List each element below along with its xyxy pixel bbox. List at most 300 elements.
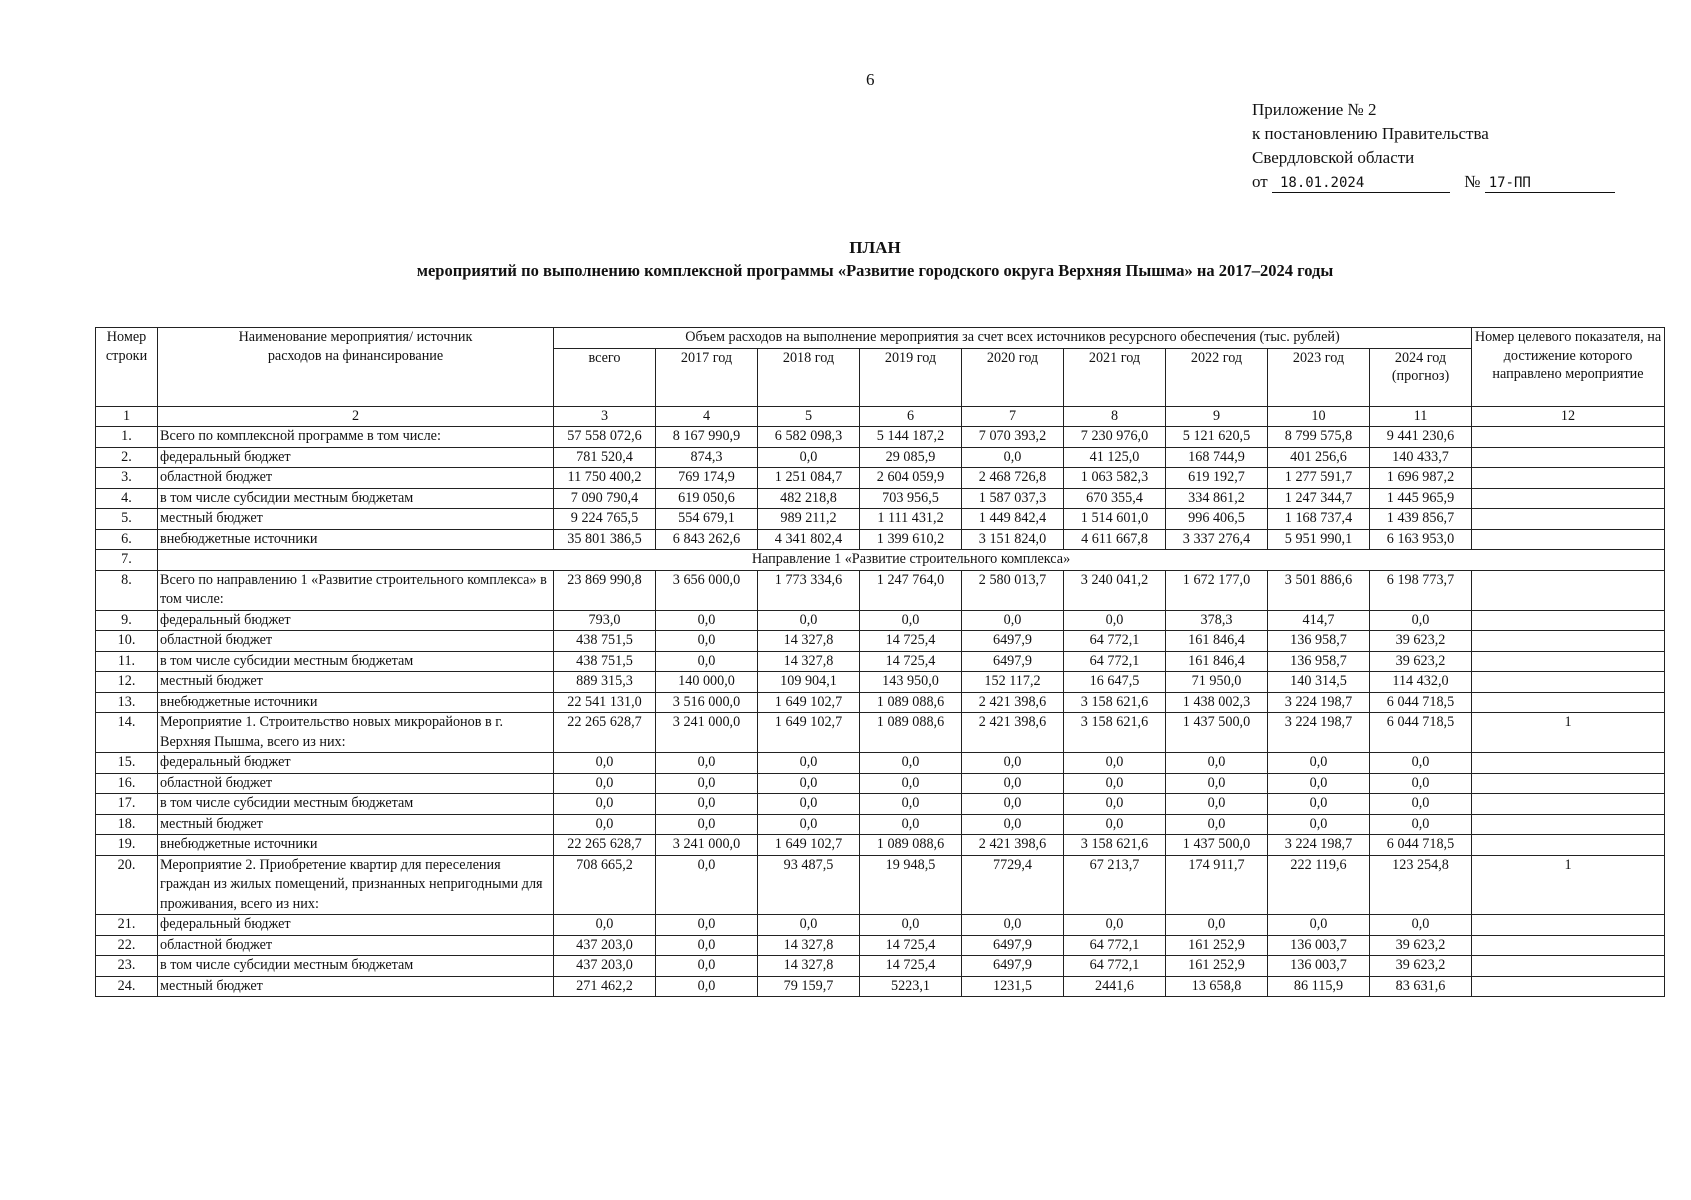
value-cell: 0,0	[1370, 753, 1472, 774]
value-cell: 161 252,9	[1166, 956, 1268, 977]
value-cell: 1 168 737,4	[1268, 509, 1370, 530]
value-cell: 793,0	[554, 610, 656, 631]
row-number: 7.	[96, 550, 158, 571]
value-cell: 0,0	[1268, 814, 1370, 835]
header-year-3: 2019 год	[860, 348, 962, 406]
table-row	[96, 692, 1665, 713]
target-indicator-cell	[1472, 610, 1665, 631]
value-cell: 437 203,0	[554, 956, 656, 977]
row-number: 4.	[96, 488, 158, 509]
row-number: 18.	[96, 814, 158, 835]
value-cell: 0,0	[758, 610, 860, 631]
value-cell: 152 117,2	[962, 672, 1064, 693]
value-cell: 1 445 965,9	[1370, 488, 1472, 509]
value-cell: 83 631,6	[1370, 976, 1472, 997]
header-volume: Объем расходов на выполнение мероприятия за счет всех источников ресурсного обеспечения (тыс. рублей)	[554, 328, 1472, 349]
value-cell: 414,7	[1268, 610, 1370, 631]
value-cell: 136 958,7	[1268, 631, 1370, 652]
value-cell: 0,0	[1064, 773, 1166, 794]
value-cell: 0,0	[1064, 753, 1166, 774]
row-number: 5.	[96, 509, 158, 530]
value-cell: 0,0	[860, 814, 962, 835]
target-indicator-cell	[1472, 468, 1665, 489]
row-name: областной бюджет	[158, 468, 554, 489]
column-number-12: 12	[1472, 406, 1665, 427]
appendix-line-2: к постановлению Правительства	[1252, 124, 1489, 143]
value-cell: 64 772,1	[1064, 956, 1166, 977]
value-cell: 0,0	[656, 753, 758, 774]
value-cell: 71 950,0	[1166, 672, 1268, 693]
value-cell: 39 623,2	[1370, 935, 1472, 956]
column-number-3: 3	[554, 406, 656, 427]
row-number: 21.	[96, 915, 158, 936]
value-cell: 1 649 102,7	[758, 692, 860, 713]
value-cell: 3 158 621,6	[1064, 692, 1166, 713]
value-cell: 2 580 013,7	[962, 570, 1064, 610]
value-cell: 0,0	[962, 773, 1064, 794]
value-cell: 0,0	[1166, 753, 1268, 774]
value-cell: 0,0	[554, 773, 656, 794]
row-number: 22.	[96, 935, 158, 956]
row-name: в том числе субсидии местным бюджетам	[158, 651, 554, 672]
row-number: 24.	[96, 976, 158, 997]
value-cell: 6497,9	[962, 651, 1064, 672]
value-cell: 41 125,0	[1064, 447, 1166, 468]
value-cell: 0,0	[1166, 794, 1268, 815]
value-cell: 93 487,5	[758, 855, 860, 915]
target-indicator-cell: 1	[1472, 713, 1665, 753]
value-cell: 6 044 718,5	[1370, 713, 1472, 753]
value-cell: 1 773 334,6	[758, 570, 860, 610]
plan-body	[96, 427, 1665, 997]
value-cell: 0,0	[758, 773, 860, 794]
value-cell: 0,0	[962, 814, 1064, 835]
value-cell: 0,0	[962, 610, 1064, 631]
column-number-1: 1	[96, 406, 158, 427]
value-cell: 11 750 400,2	[554, 468, 656, 489]
value-cell: 2 421 398,6	[962, 835, 1064, 856]
value-cell: 136 958,7	[1268, 651, 1370, 672]
column-number-4: 4	[656, 406, 758, 427]
value-cell: 0,0	[860, 773, 962, 794]
value-cell: 3 224 198,7	[1268, 692, 1370, 713]
value-cell: 996 406,5	[1166, 509, 1268, 530]
value-cell: 3 224 198,7	[1268, 713, 1370, 753]
row-number: 19.	[96, 835, 158, 856]
value-cell: 3 337 276,4	[1166, 529, 1268, 550]
value-cell: 35 801 386,5	[554, 529, 656, 550]
row-name: Всего по комплексной программе в том числе:	[158, 427, 554, 448]
table-row	[96, 610, 1665, 631]
table-row	[96, 753, 1665, 774]
value-cell: 14 725,4	[860, 956, 962, 977]
value-cell: 19 948,5	[860, 855, 962, 915]
number-prefix: №	[1464, 172, 1481, 191]
value-cell: 86 115,9	[1268, 976, 1370, 997]
row-number: 10.	[96, 631, 158, 652]
row-number: 1.	[96, 427, 158, 448]
row-number: 12.	[96, 672, 158, 693]
value-cell: 22 541 131,0	[554, 692, 656, 713]
table-row	[96, 529, 1665, 550]
value-cell: 0,0	[656, 956, 758, 977]
value-cell: 1 696 987,2	[1370, 468, 1472, 489]
value-cell: 0,0	[656, 794, 758, 815]
value-cell: 6 044 718,5	[1370, 835, 1472, 856]
header-year-4: 2020 год	[962, 348, 1064, 406]
row-number: 20.	[96, 855, 158, 915]
value-cell: 14 725,4	[860, 631, 962, 652]
target-indicator-cell	[1472, 570, 1665, 610]
value-cell: 781 520,4	[554, 447, 656, 468]
value-cell: 6 582 098,3	[758, 427, 860, 448]
target-indicator-cell	[1472, 631, 1665, 652]
value-cell: 3 151 824,0	[962, 529, 1064, 550]
row-name: Всего по направлению 1 «Развитие строительного комплекса» в том числе:	[158, 570, 554, 610]
value-cell: 5223,1	[860, 976, 962, 997]
value-cell: 0,0	[860, 753, 962, 774]
direction-heading: Направление 1 «Развитие строительного комплекса»	[158, 550, 1665, 571]
table-row	[96, 427, 1665, 448]
value-cell: 0,0	[1064, 915, 1166, 936]
value-cell: 1 587 037,3	[962, 488, 1064, 509]
table-row	[96, 651, 1665, 672]
appendix-line-3: Свердловской области	[1252, 148, 1415, 167]
value-cell: 0,0	[1166, 773, 1268, 794]
value-cell: 889 315,3	[554, 672, 656, 693]
value-cell: 0,0	[1370, 915, 1472, 936]
value-cell: 29 085,9	[860, 447, 962, 468]
value-cell: 5 144 187,2	[860, 427, 962, 448]
value-cell: 64 772,1	[1064, 651, 1166, 672]
row-name: местный бюджет	[158, 672, 554, 693]
value-cell: 0,0	[1268, 794, 1370, 815]
document-subtitle: мероприятий по выполнению комплексной программы «Развитие городского округа Верхняя Пышма» на 2017–2024 годы	[416, 261, 1334, 280]
column-number-2: 2	[158, 406, 554, 427]
row-number: 15.	[96, 753, 158, 774]
value-cell: 703 956,5	[860, 488, 962, 509]
value-cell: 6497,9	[962, 935, 1064, 956]
value-cell: 271 462,2	[554, 976, 656, 997]
row-name: областной бюджет	[158, 773, 554, 794]
value-cell: 1 063 582,3	[1064, 468, 1166, 489]
table-row	[96, 713, 1665, 753]
appendix-block	[1252, 98, 1615, 194]
target-indicator-cell: 1	[1472, 855, 1665, 915]
header-year-0: всего	[554, 348, 656, 406]
value-cell: 0,0	[656, 814, 758, 835]
row-name: Мероприятие 1. Строительство новых микрорайонов в г. Верхняя Пышма, всего из них:	[158, 713, 554, 753]
value-cell: 1 089 088,6	[860, 835, 962, 856]
row-name: федеральный бюджет	[158, 753, 554, 774]
table-row	[96, 773, 1665, 794]
value-cell: 140 000,0	[656, 672, 758, 693]
value-cell: 0,0	[758, 814, 860, 835]
value-cell: 0,0	[1064, 794, 1166, 815]
row-name: местный бюджет	[158, 814, 554, 835]
value-cell: 989 211,2	[758, 509, 860, 530]
target-indicator-cell	[1472, 427, 1665, 448]
value-cell: 554 679,1	[656, 509, 758, 530]
value-cell: 0,0	[656, 610, 758, 631]
value-cell: 670 355,4	[1064, 488, 1166, 509]
value-cell: 7 090 790,4	[554, 488, 656, 509]
target-indicator-cell	[1472, 773, 1665, 794]
value-cell: 64 772,1	[1064, 935, 1166, 956]
value-cell: 0,0	[860, 794, 962, 815]
value-cell: 0,0	[656, 773, 758, 794]
value-cell: 1 437 500,0	[1166, 835, 1268, 856]
value-cell: 2 421 398,6	[962, 692, 1064, 713]
table-row	[96, 935, 1665, 956]
value-cell: 4 611 667,8	[1064, 529, 1166, 550]
value-cell: 1 399 610,2	[860, 529, 962, 550]
header-row-number: Номер строки	[96, 328, 158, 407]
value-cell: 6 044 718,5	[1370, 692, 1472, 713]
table-row	[96, 794, 1665, 815]
column-numbers-row	[96, 406, 1665, 427]
value-cell: 140 314,5	[1268, 672, 1370, 693]
value-cell: 2441,6	[1064, 976, 1166, 997]
value-cell: 123 254,8	[1370, 855, 1472, 915]
value-cell: 378,3	[1166, 610, 1268, 631]
target-indicator-cell	[1472, 692, 1665, 713]
value-cell: 39 623,2	[1370, 651, 1472, 672]
value-cell: 22 265 628,7	[554, 835, 656, 856]
column-number-5: 5	[758, 406, 860, 427]
value-cell: 2 604 059,9	[860, 468, 962, 489]
value-cell: 1 437 500,0	[1166, 713, 1268, 753]
target-indicator-cell	[1472, 794, 1665, 815]
row-name: внебюджетные источники	[158, 835, 554, 856]
value-cell: 67 213,7	[1064, 855, 1166, 915]
header-year-2: 2018 год	[758, 348, 860, 406]
row-name: внебюджетные источники	[158, 529, 554, 550]
header-year-7: 2023 год	[1268, 348, 1370, 406]
column-number-10: 10	[1268, 406, 1370, 427]
appendix-date-line	[1252, 170, 1615, 194]
table-row	[96, 915, 1665, 936]
decree-date: 18.01.2024	[1272, 172, 1450, 193]
value-cell: 0,0	[860, 610, 962, 631]
value-cell: 3 224 198,7	[1268, 835, 1370, 856]
value-cell: 0,0	[656, 935, 758, 956]
row-number: 23.	[96, 956, 158, 977]
header-year-1: 2017 год	[656, 348, 758, 406]
row-number: 6.	[96, 529, 158, 550]
value-cell: 1 247 344,7	[1268, 488, 1370, 509]
value-cell: 39 623,2	[1370, 956, 1472, 977]
value-cell: 3 158 621,6	[1064, 835, 1166, 856]
row-name: областной бюджет	[158, 935, 554, 956]
value-cell: 0,0	[1166, 915, 1268, 936]
value-cell: 3 516 000,0	[656, 692, 758, 713]
value-cell: 334 861,2	[1166, 488, 1268, 509]
table-row	[96, 956, 1665, 977]
value-cell: 6 198 773,7	[1370, 570, 1472, 610]
value-cell: 0,0	[962, 794, 1064, 815]
table-row	[96, 509, 1665, 530]
table-row	[96, 468, 1665, 489]
value-cell: 0,0	[554, 915, 656, 936]
table-row	[96, 835, 1665, 856]
value-cell: 438 751,5	[554, 651, 656, 672]
value-cell: 1 649 102,7	[758, 835, 860, 856]
value-cell: 874,3	[656, 447, 758, 468]
table-row	[96, 976, 1665, 997]
target-indicator-cell	[1472, 529, 1665, 550]
table-row	[96, 550, 1665, 571]
target-indicator-cell	[1472, 814, 1665, 835]
value-cell: 136 003,7	[1268, 935, 1370, 956]
value-cell: 222 119,6	[1268, 855, 1370, 915]
value-cell: 8 799 575,8	[1268, 427, 1370, 448]
value-cell: 9 441 230,6	[1370, 427, 1472, 448]
value-cell: 3 240 041,2	[1064, 570, 1166, 610]
row-number: 3.	[96, 468, 158, 489]
value-cell: 0,0	[758, 447, 860, 468]
value-cell: 16 647,5	[1064, 672, 1166, 693]
value-cell: 619 050,6	[656, 488, 758, 509]
page-number: 6	[866, 70, 875, 89]
value-cell: 14 327,8	[758, 956, 860, 977]
value-cell: 0,0	[1370, 814, 1472, 835]
table-row	[96, 631, 1665, 652]
value-cell: 3 656 000,0	[656, 570, 758, 610]
value-cell: 0,0	[1268, 753, 1370, 774]
value-cell: 8 167 990,9	[656, 427, 758, 448]
row-name: федеральный бюджет	[158, 447, 554, 468]
value-cell: 3 241 000,0	[656, 713, 758, 753]
plan-table	[95, 327, 1665, 997]
value-cell: 1 111 431,2	[860, 509, 962, 530]
row-name: в том числе субсидии местным бюджетам	[158, 956, 554, 977]
value-cell: 174 911,7	[1166, 855, 1268, 915]
value-cell: 0,0	[1166, 814, 1268, 835]
value-cell: 0,0	[554, 794, 656, 815]
date-prefix: от	[1252, 172, 1268, 191]
value-cell: 114 432,0	[1370, 672, 1472, 693]
row-number: 16.	[96, 773, 158, 794]
value-cell: 14 327,8	[758, 935, 860, 956]
value-cell: 0,0	[1370, 794, 1472, 815]
value-cell: 4 341 802,4	[758, 529, 860, 550]
value-cell: 13 658,8	[1166, 976, 1268, 997]
target-indicator-cell	[1472, 915, 1665, 936]
target-indicator-cell	[1472, 447, 1665, 468]
value-cell: 6497,9	[962, 631, 1064, 652]
value-cell: 1 439 856,7	[1370, 509, 1472, 530]
value-cell: 0,0	[554, 753, 656, 774]
value-cell: 57 558 072,6	[554, 427, 656, 448]
value-cell: 2 468 726,8	[962, 468, 1064, 489]
target-indicator-cell	[1472, 753, 1665, 774]
row-number: 13.	[96, 692, 158, 713]
column-number-9: 9	[1166, 406, 1268, 427]
value-cell: 79 159,7	[758, 976, 860, 997]
row-number: 11.	[96, 651, 158, 672]
value-cell: 1 672 177,0	[1166, 570, 1268, 610]
column-number-6: 6	[860, 406, 962, 427]
value-cell: 136 003,7	[1268, 956, 1370, 977]
target-indicator-cell	[1472, 956, 1665, 977]
value-cell: 140 433,7	[1370, 447, 1472, 468]
value-cell: 0,0	[1268, 915, 1370, 936]
row-name: внебюджетные источники	[158, 692, 554, 713]
value-cell: 9 224 765,5	[554, 509, 656, 530]
value-cell: 0,0	[656, 651, 758, 672]
row-number: 9.	[96, 610, 158, 631]
value-cell: 0,0	[758, 915, 860, 936]
row-name: федеральный бюджет	[158, 915, 554, 936]
target-indicator-cell	[1472, 976, 1665, 997]
table-row	[96, 855, 1665, 915]
appendix-line-1: Приложение № 2	[1252, 100, 1377, 119]
column-number-8: 8	[1064, 406, 1166, 427]
table-row	[96, 814, 1665, 835]
row-number: 8.	[96, 570, 158, 610]
value-cell: 2 421 398,6	[962, 713, 1064, 753]
target-indicator-cell	[1472, 509, 1665, 530]
value-cell: 0,0	[1268, 773, 1370, 794]
value-cell: 0,0	[962, 915, 1064, 936]
value-cell: 0,0	[1370, 773, 1472, 794]
header-year-6: 2022 год	[1166, 348, 1268, 406]
header-year-8: 2024 год (прогноз)	[1370, 348, 1472, 406]
header-row-1	[96, 328, 1665, 349]
value-cell: 7729,4	[962, 855, 1064, 915]
value-cell: 0,0	[554, 814, 656, 835]
value-cell: 0,0	[656, 915, 758, 936]
target-indicator-cell	[1472, 672, 1665, 693]
row-name: в том числе субсидии местным бюджетам	[158, 794, 554, 815]
decree-number: 17-ПП	[1485, 172, 1615, 193]
value-cell: 438 751,5	[554, 631, 656, 652]
table-row	[96, 672, 1665, 693]
value-cell: 1 277 591,7	[1268, 468, 1370, 489]
value-cell: 769 174,9	[656, 468, 758, 489]
value-cell: 23 869 990,8	[554, 570, 656, 610]
value-cell: 168 744,9	[1166, 447, 1268, 468]
value-cell: 161 846,4	[1166, 651, 1268, 672]
value-cell: 64 772,1	[1064, 631, 1166, 652]
value-cell: 6 163 953,0	[1370, 529, 1472, 550]
value-cell: 0,0	[962, 753, 1064, 774]
value-cell: 0,0	[656, 976, 758, 997]
value-cell: 7 070 393,2	[962, 427, 1064, 448]
value-cell: 1231,5	[962, 976, 1064, 997]
header-year-5: 2021 год	[1064, 348, 1166, 406]
value-cell: 482 218,8	[758, 488, 860, 509]
value-cell: 14 327,8	[758, 631, 860, 652]
target-indicator-cell	[1472, 935, 1665, 956]
value-cell: 619 192,7	[1166, 468, 1268, 489]
value-cell: 1 514 601,0	[1064, 509, 1166, 530]
row-name: в том числе субсидии местным бюджетам	[158, 488, 554, 509]
header-target: Номер целевого показателя, на достижение которого направлено мероприятие	[1472, 328, 1665, 407]
value-cell: 3 241 000,0	[656, 835, 758, 856]
column-number-7: 7	[962, 406, 1064, 427]
value-cell: 0,0	[1064, 814, 1166, 835]
header-name: Наименование мероприятия/ источник расходов на финансирование	[158, 328, 554, 407]
target-indicator-cell	[1472, 488, 1665, 509]
value-cell: 1 251 084,7	[758, 468, 860, 489]
value-cell: 0,0	[1064, 610, 1166, 631]
value-cell: 437 203,0	[554, 935, 656, 956]
value-cell: 708 665,2	[554, 855, 656, 915]
value-cell: 39 623,2	[1370, 631, 1472, 652]
value-cell: 1 247 764,0	[860, 570, 962, 610]
